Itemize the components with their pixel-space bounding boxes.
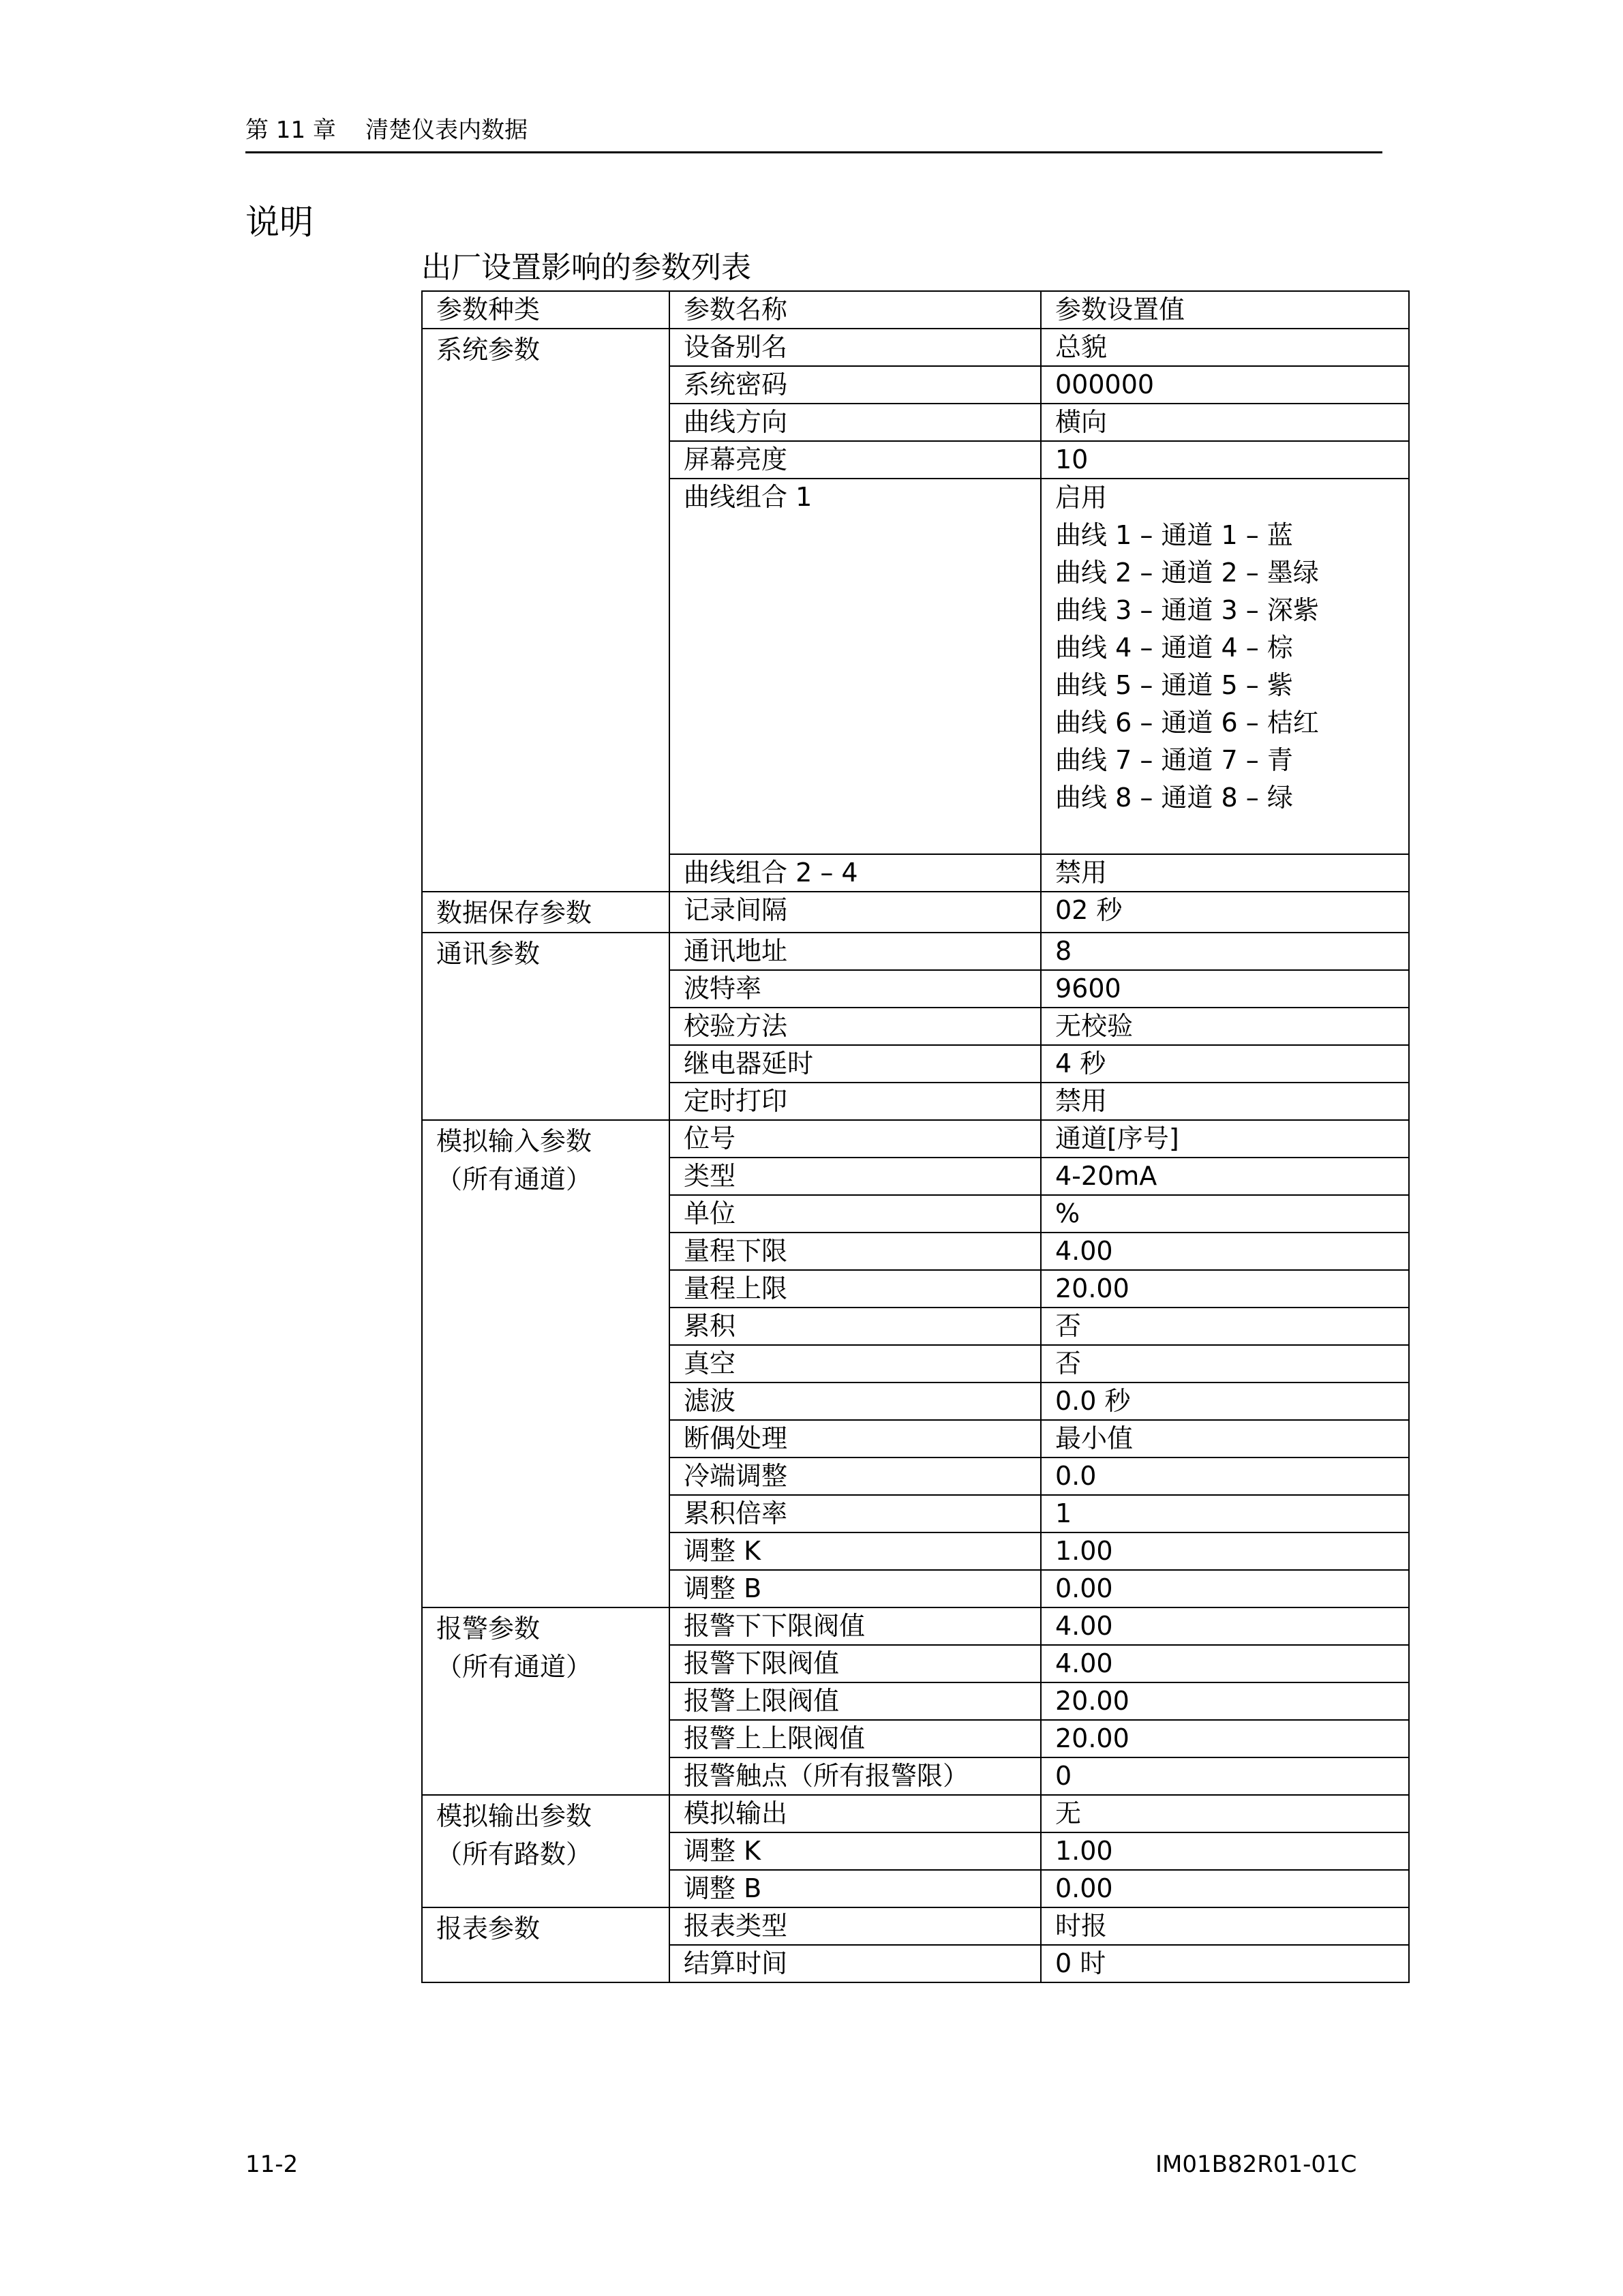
param-value: 1.00 bbox=[1041, 1532, 1409, 1570]
param-name: 曲线组合 2 – 4 bbox=[669, 854, 1041, 892]
table-header-row bbox=[422, 291, 1409, 329]
param-value: 1.00 bbox=[1041, 1832, 1409, 1870]
param-name: 报警下下限阀值 bbox=[669, 1607, 1041, 1645]
param-value: 0.00 bbox=[1041, 1870, 1409, 1907]
param-name: 设备别名 bbox=[669, 329, 1041, 366]
category-report: 报表参数 bbox=[422, 1907, 669, 1982]
header-divider bbox=[245, 151, 1382, 153]
curve-line: 曲线 1 – 通道 1 – 蓝 bbox=[1055, 520, 1293, 550]
param-name: 校验方法 bbox=[669, 1008, 1041, 1045]
param-name: 累积 bbox=[669, 1308, 1041, 1345]
param-value: 无 bbox=[1041, 1795, 1409, 1832]
param-name: 调整 K bbox=[669, 1532, 1041, 1570]
param-name: 调整 B bbox=[669, 1870, 1041, 1907]
param-value: 20.00 bbox=[1041, 1682, 1409, 1720]
param-name: 屏幕亮度 bbox=[669, 441, 1041, 479]
curve-line: 曲线 8 – 通道 8 – 绿 bbox=[1055, 783, 1293, 813]
param-value: 禁用 bbox=[1041, 1083, 1409, 1120]
category-system: 系统参数 bbox=[422, 329, 669, 892]
section-title: 说明 bbox=[245, 202, 314, 242]
param-value: 000000 bbox=[1041, 366, 1409, 404]
param-value: 10 bbox=[1041, 441, 1409, 479]
table-row bbox=[422, 933, 1409, 970]
param-value-multiline bbox=[1041, 479, 1409, 854]
param-value: % bbox=[1041, 1195, 1409, 1233]
curve-line: 曲线 4 – 通道 4 – 棕 bbox=[1055, 633, 1293, 663]
param-name: 报警上上限阀值 bbox=[669, 1720, 1041, 1757]
param-value: 总貌 bbox=[1041, 329, 1409, 366]
document-code: IM01B82R01-01C bbox=[1155, 2151, 1357, 2178]
chapter-number: 第 11 章 bbox=[245, 117, 336, 144]
param-value: 4.00 bbox=[1041, 1645, 1409, 1682]
category-storage: 数据保存参数 bbox=[422, 892, 669, 933]
column-header: 参数种类 bbox=[422, 291, 669, 329]
table-row bbox=[422, 1120, 1409, 1158]
param-value: 0.0 bbox=[1041, 1457, 1409, 1495]
param-name: 单位 bbox=[669, 1195, 1041, 1233]
param-value: 否 bbox=[1041, 1308, 1409, 1345]
param-value: 4.00 bbox=[1041, 1607, 1409, 1645]
param-value: 8 bbox=[1041, 933, 1409, 970]
param-name: 冷端调整 bbox=[669, 1457, 1041, 1495]
param-value: 横向 bbox=[1041, 404, 1409, 441]
param-value: 0 bbox=[1041, 1757, 1409, 1795]
param-name: 通讯地址 bbox=[669, 933, 1041, 970]
param-name: 报警下限阀值 bbox=[669, 1645, 1041, 1682]
param-name: 累积倍率 bbox=[669, 1495, 1041, 1532]
param-name: 继电器延时 bbox=[669, 1045, 1041, 1083]
param-name: 报警触点（所有报警限） bbox=[669, 1757, 1041, 1795]
table-row bbox=[422, 1607, 1409, 1645]
category-analog-input: 模拟输入参数 （所有通道） bbox=[422, 1120, 669, 1607]
param-name: 结算时间 bbox=[669, 1945, 1041, 1982]
param-name: 报表类型 bbox=[669, 1907, 1041, 1945]
param-name: 记录间隔 bbox=[669, 892, 1041, 933]
param-name: 曲线组合 1 bbox=[669, 479, 1041, 854]
param-value: 时报 bbox=[1041, 1907, 1409, 1945]
param-value: 4-20mA bbox=[1041, 1158, 1409, 1195]
column-header: 参数名称 bbox=[669, 291, 1041, 329]
param-value: 无校验 bbox=[1041, 1008, 1409, 1045]
param-name: 系统密码 bbox=[669, 366, 1041, 404]
chapter-title: 清楚仪表内数据 bbox=[365, 117, 528, 144]
param-name: 报警上限阀值 bbox=[669, 1682, 1041, 1720]
curve-line: 曲线 5 – 通道 5 – 紫 bbox=[1055, 670, 1293, 700]
category-alarm: 报警参数 （所有通道） bbox=[422, 1607, 669, 1795]
table-row bbox=[422, 1795, 1409, 1832]
curve-line: 曲线 7 – 通道 7 – 青 bbox=[1055, 745, 1293, 775]
param-name: 定时打印 bbox=[669, 1083, 1041, 1120]
param-name: 真空 bbox=[669, 1345, 1041, 1383]
param-name: 波特率 bbox=[669, 970, 1041, 1008]
category-comm: 通讯参数 bbox=[422, 933, 669, 1120]
category-analog-output: 模拟输出参数 （所有路数） bbox=[422, 1795, 669, 1907]
param-name: 调整 K bbox=[669, 1832, 1041, 1870]
param-name: 类型 bbox=[669, 1158, 1041, 1195]
param-value: 1 bbox=[1041, 1495, 1409, 1532]
param-name: 曲线方向 bbox=[669, 404, 1041, 441]
param-value: 通道[序号] bbox=[1041, 1120, 1409, 1158]
param-name: 位号 bbox=[669, 1120, 1041, 1158]
column-header: 参数设置值 bbox=[1041, 291, 1409, 329]
table-caption: 出厂设置影响的参数列表 bbox=[421, 250, 751, 285]
curve-line: 曲线 2 – 通道 2 – 墨绿 bbox=[1055, 558, 1319, 588]
param-value: 4.00 bbox=[1041, 1233, 1409, 1270]
param-value: 20.00 bbox=[1041, 1720, 1409, 1757]
param-value: 02 秒 bbox=[1041, 892, 1409, 933]
param-value: 4 秒 bbox=[1041, 1045, 1409, 1083]
param-value: 0 时 bbox=[1041, 1945, 1409, 1982]
param-value: 0.00 bbox=[1041, 1570, 1409, 1607]
page-number: 11-2 bbox=[245, 2151, 299, 2178]
table-row bbox=[422, 892, 1409, 933]
param-name: 断偶处理 bbox=[669, 1420, 1041, 1457]
parameter-table bbox=[421, 290, 1410, 1983]
param-value: 禁用 bbox=[1041, 854, 1409, 892]
param-name: 滤波 bbox=[669, 1383, 1041, 1420]
table-row bbox=[422, 1907, 1409, 1945]
param-value: 20.00 bbox=[1041, 1270, 1409, 1308]
page-header bbox=[245, 116, 1382, 145]
param-name: 量程下限 bbox=[669, 1233, 1041, 1270]
curve-line: 曲线 6 – 通道 6 – 桔红 bbox=[1055, 708, 1319, 738]
table-row bbox=[422, 329, 1409, 366]
param-name: 模拟输出 bbox=[669, 1795, 1041, 1832]
param-value: 最小值 bbox=[1041, 1420, 1409, 1457]
param-name: 量程上限 bbox=[669, 1270, 1041, 1308]
param-value: 0.0 秒 bbox=[1041, 1383, 1409, 1420]
param-value: 9600 bbox=[1041, 970, 1409, 1008]
curve-line: 启用 bbox=[1055, 483, 1108, 513]
param-value: 否 bbox=[1041, 1345, 1409, 1383]
curve-line: 曲线 3 – 通道 3 – 深紫 bbox=[1055, 595, 1319, 625]
param-name: 调整 B bbox=[669, 1570, 1041, 1607]
